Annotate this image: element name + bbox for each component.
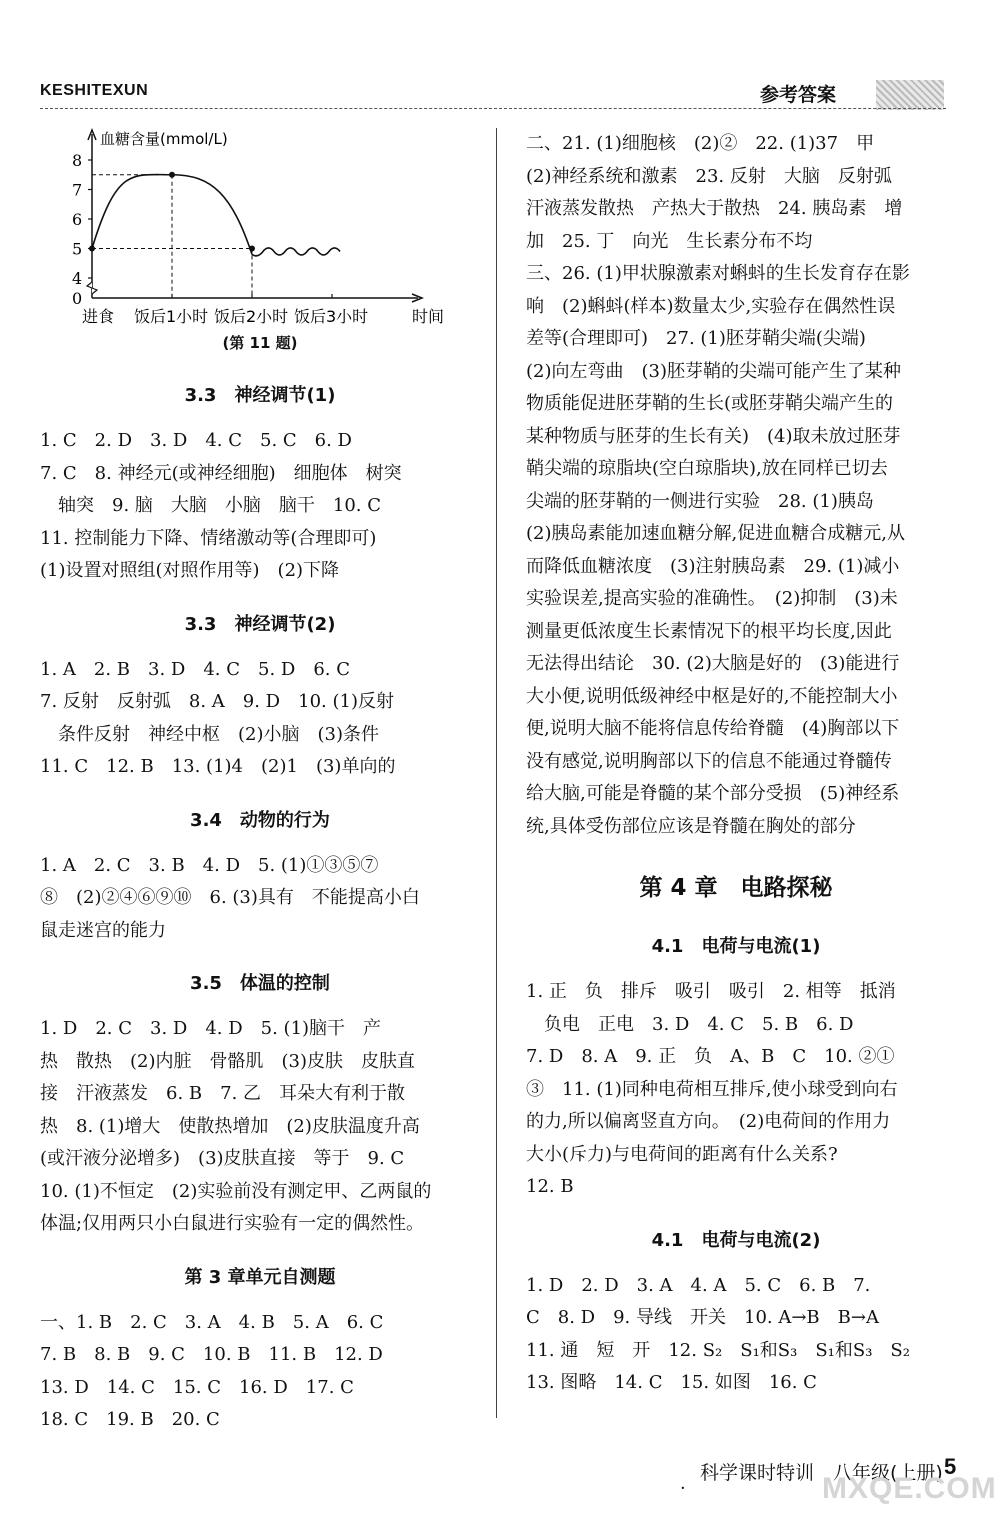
- left-answer-line: 条件反射 神经中枢 (2)小脑 (3)条件: [40, 723, 379, 745]
- left-section-title: 第 3 章单元自测题: [184, 1266, 336, 1288]
- right-intro-line: (2)神经系统和激素 23. 反射 大脑 反射弧: [526, 165, 892, 187]
- watermark: MXQE.COM: [822, 1472, 997, 1505]
- page-number: 5: [944, 1454, 957, 1479]
- y-tick-label: 6: [72, 210, 83, 229]
- right-intro-line: 便,说明大脑不能将信息传给脊髓 (4)胸部以下: [526, 718, 900, 739]
- left-section-title: 3.3 神经调节(2): [184, 613, 336, 635]
- right-intro-line: 大小便,说明低级神经中枢是好的,不能控制大小: [526, 685, 898, 707]
- data-point-peak: [169, 172, 175, 178]
- data-point-start: [89, 246, 95, 252]
- data-point-2h: [249, 246, 255, 252]
- left-section-title: 3.5 体温的控制: [190, 973, 330, 994]
- right-intro-line: 三、26. (1)甲状腺激素对蝌蚪的生长发育存在影: [526, 263, 910, 284]
- left-answer-blocks: [40, 381, 480, 1437]
- left-answer-line: 11. 控制能力下降、情绪激动等(合理即可): [40, 527, 377, 549]
- blood-sugar-oscillation: [252, 248, 340, 256]
- right-column: [526, 128, 946, 1400]
- left-answer-line: ⑧ (2)②④⑥⑨⑩ 6. (3)具有 不能提高小白: [40, 887, 420, 908]
- right-intro-line: 鞘尖端的琼脂块(空白琼脂块),放在同样已切去: [526, 458, 888, 479]
- y-axis-label: 血糖含量(mmol/L): [100, 130, 228, 148]
- x-tick-label: 饭后3小时: [294, 307, 369, 326]
- right-intro-line: 尖端的胚芽鞘的一侧进行实验 28. (1)胰岛: [526, 490, 874, 512]
- right-intro-line: 而降低血糖浓度 (3)注射胰岛素 29. (1)减小: [526, 555, 900, 577]
- footer-dot: ·: [680, 1478, 686, 1499]
- right-answer-blocks: [526, 932, 946, 1400]
- chapter-title: 第 4 章 电路探秘: [639, 875, 833, 901]
- right-intro-line: 无法得出结论 30. (2)大脑是好的 (3)能进行: [526, 653, 900, 674]
- left-answer-line: 7. B 8. B 9. C 10. B 11. B 12. D: [40, 1344, 383, 1365]
- left-answer-line: 热 散热 (2)内脏 骨骼肌 (3)皮肤 皮肤直: [40, 1050, 415, 1072]
- y-tick-label: 5: [72, 239, 83, 259]
- header-decoration: [876, 80, 944, 110]
- right-answer-line: 13. 图略 14. C 15. 如图 16. C: [526, 1372, 817, 1393]
- header-divider: [40, 108, 946, 109]
- left-answer-line: 1. A 2. B 3. D 4. C 5. D 6. C: [40, 658, 351, 680]
- right-intro-line: (2)向左弯曲 (3)胚芽鞘的尖端可能产生了某种: [526, 360, 901, 382]
- right-answer-line: ③ 11. (1)同种电荷相互排斥,使小球受到向右: [526, 1078, 898, 1100]
- right-intro-line: 没有感觉,说明胸部以下的信息不能通过脊髓传: [526, 750, 892, 772]
- left-answer-line: 体温;仅用两只小白鼠进行实验有一定的偶然性。: [40, 1213, 425, 1234]
- left-answer-line: (1)设置对照组(对照作用等) (2)下降: [40, 560, 340, 581]
- right-answer-line: 7. D 8. A 9. 正 负 A、B C 10. ②①: [526, 1046, 895, 1067]
- right-answer-line: 1. D 2. D 3. A 4. A 5. C 6. B 7.: [526, 1274, 871, 1296]
- y-tick-label: 4: [72, 269, 83, 288]
- right-intro-line: 响 (2)蝌蚪(样本)数量太少,实验存在偶然性误: [526, 295, 896, 317]
- left-answer-line: 11. C 12. B 13. (1)4 (2)1 (3)单向的: [40, 756, 396, 777]
- right-intro-line: 差等(合理即可) 27. (1)胚芽鞘尖端(尖端): [526, 328, 866, 349]
- footer-book-title: 科学课时特训 八年级(上册): [700, 1462, 943, 1484]
- right-intro-line: 加 25. 丁 向光 生长素分布不均: [526, 230, 813, 252]
- left-answer-line: 18. C 19. B 20. C: [40, 1409, 220, 1430]
- left-section-title: 3.3 神经调节(1): [184, 385, 336, 406]
- y-tick-label: 8: [72, 151, 83, 170]
- right-intro-line: 统,具体受伤部位应该是脊髓在胸处的部分: [526, 815, 856, 837]
- left-answer-line: 1. C 2. D 3. D 4. C 5. C 6. D: [40, 430, 352, 451]
- right-intro-line: (2)胰岛素能加速血糖分解,促进血糖合成糖元,从: [526, 523, 905, 544]
- right-intro-line: 给大脑,可能是脊髓的某个部分受损 (5)神经系: [526, 783, 900, 804]
- left-answer-line: 13. D 14. C 15. C 16. D 17. C: [40, 1376, 354, 1398]
- right-answer-line: 大小(斥力)与电荷间的距离有什么关系?: [526, 1143, 838, 1165]
- left-answer-line: 热 8. (1)增大 使散热增加 (2)皮肤温度升高: [40, 1115, 420, 1137]
- right-answer-line: 11. 通 短 开 12. S₂ S₁和S₃ S₁和S₃ S₂: [526, 1339, 910, 1361]
- right-answer-line: 1. 正 负 排斥 吸引 吸引 2. 相等 抵消: [526, 981, 896, 1002]
- chart-caption: (第 11 题): [222, 334, 298, 352]
- left-answer-line: 1. D 2. C 3. D 4. D 5. (1)脑干 产: [40, 1018, 382, 1039]
- x-tick-label: 进食: [82, 307, 115, 326]
- right-intro-line: 某种物质与胚芽的生长有关) (4)取未放过胚芽: [526, 425, 901, 447]
- column-divider: [496, 128, 497, 1418]
- unit-test-answers-continued: [526, 128, 946, 843]
- right-intro-line: 汗液蒸发散热 产热大于散热 24. 胰岛素 增: [526, 198, 903, 219]
- blood-sugar-curve: [92, 175, 252, 255]
- left-answer-line: (或汗液分泌增多) (3)皮肤直接 等于 9. C: [40, 1148, 405, 1169]
- right-answer-line: 12. B: [526, 1176, 574, 1197]
- x-tick-label: 饭后1小时: [134, 307, 209, 326]
- right-answer-line: 负电 正电 3. D 4. C 5. B 6. D: [526, 1013, 854, 1035]
- right-answer-line: C 8. D 9. 导线 开关 10. A→B B→A: [526, 1307, 879, 1328]
- left-answer-line: 轴突 9. 脑 大脑 小脑 脑干 10. C: [40, 495, 382, 516]
- left-answer-line: 7. 反射 反射弧 8. A 9. D 10. (1)反射: [40, 691, 394, 712]
- y-tick-label: 7: [72, 180, 83, 200]
- header-section-title: 参考答案: [760, 84, 837, 106]
- right-answer-line: 的力,所以偏离竖直方向。 (2)电荷间的作用力: [526, 1111, 891, 1132]
- y-tick-label: 0: [72, 289, 83, 308]
- left-answer-line: 一、1. B 2. C 3. A 4. B 5. A 6. C: [40, 1311, 384, 1333]
- left-answer-line: 10. (1)不恒定 (2)实验前没有测定甲、乙两鼠的: [40, 1180, 432, 1202]
- header-brand: KESHITEXUN: [40, 82, 149, 99]
- x-tick-label: 饭后2小时: [214, 307, 289, 326]
- left-section-title: 3.4 动物的行为: [190, 809, 330, 831]
- x-axis-label: 时间: [412, 307, 445, 326]
- axis-break: [87, 282, 97, 294]
- left-answer-line: 接 汗液蒸发 6. B 7. 乙 耳朵大有利于散: [40, 1083, 406, 1104]
- left-answer-line: 1. A 2. C 3. B 4. D 5. (1)①③⑤⑦: [40, 854, 379, 876]
- left-answer-line: 7. C 8. 神经元(或神经细胞) 细胞体 树突: [40, 462, 402, 484]
- blood-sugar-chart: [40, 120, 480, 330]
- right-section-title: 4.1 电荷与电流(2): [651, 1229, 821, 1251]
- right-section-title: 4.1 电荷与电流(1): [651, 936, 821, 957]
- right-intro-line: 实验误差,提高实验的准确性。 (2)抑制 (3)未: [526, 588, 898, 609]
- right-intro-line: 二、21. (1)细胞核 (2)② 22. (1)37 甲: [526, 133, 875, 154]
- left-answer-line: 鼠走迷宫的能力: [40, 919, 166, 941]
- left-column: [40, 120, 480, 1437]
- right-intro-line: 测量更低浓度生长素情况下的根平均长度,因此: [526, 620, 892, 642]
- right-intro-line: 物质能促进胚芽鞘的生长(或胚芽鞘尖端产生的: [526, 393, 894, 414]
